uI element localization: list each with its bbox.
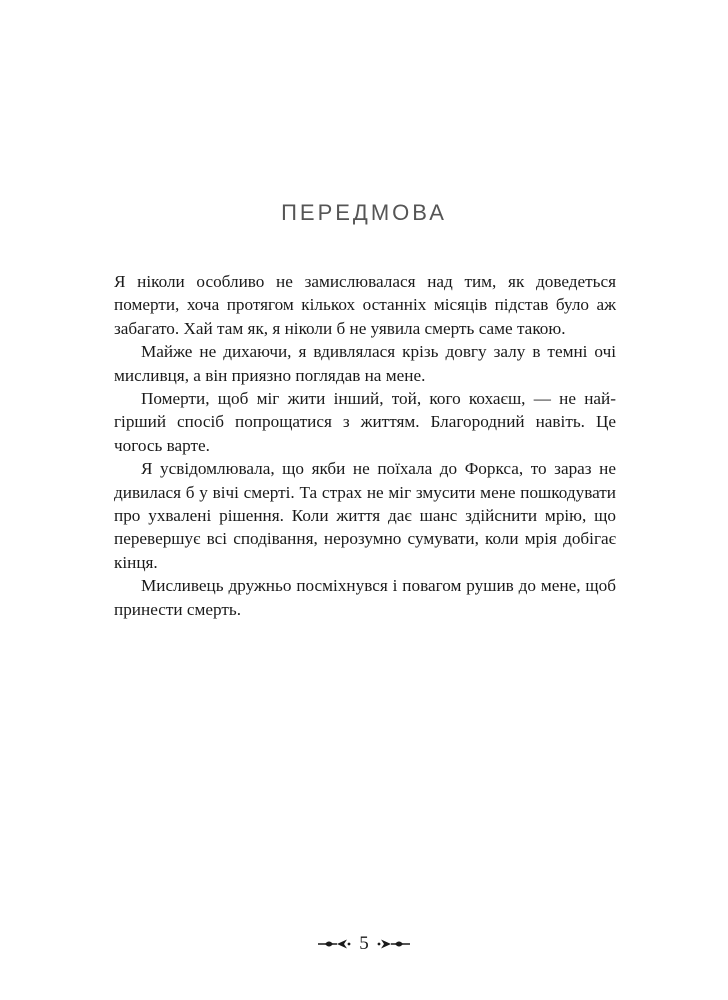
- paragraph-5: Мисливець дружньо посміхнувся і повагом рушив до мене, щоб принести смерть.: [114, 576, 616, 619]
- chapter-title: ПЕРЕДМОВА: [281, 200, 447, 225]
- left-flourish-icon: [317, 938, 351, 950]
- paragraph-1: Я ніколи особливо не замислювалася над тим, як доведеться померти, хоча протягом кількох останніх місяців підстав було аж забагато. Хай там як, я ніколи б не уявила смерть саме такою.: [114, 272, 616, 338]
- page-number: 5: [359, 933, 369, 954]
- right-flourish-icon: [377, 938, 411, 950]
- paragraph-2: Майже не дихаючи, я вдивлялася крізь довгу залу в темні очі мисливця, а він приязно поглядав на мене.: [114, 342, 616, 385]
- body-text: [114, 270, 616, 621]
- paragraph-3: Померти, щоб міг жити інший, той, кого кохаєш, — не найгірший спосіб попрощатися з життям. Благородний навіть. Це чогось варте.: [114, 389, 616, 455]
- page-footer: [0, 930, 728, 958]
- paragraph-4: Я усвідомлювала, що якби не поїхала до Форкса, то зараз не дивилася б у вічі смерті. Та страх не міг змусити мене пошкодувати про ухвалені рішення. Коли життя дає шанс здійснити мрію, що перевершує всі сподівання, нерозумно сумувати, коли мрія добігає кінця.: [114, 459, 616, 572]
